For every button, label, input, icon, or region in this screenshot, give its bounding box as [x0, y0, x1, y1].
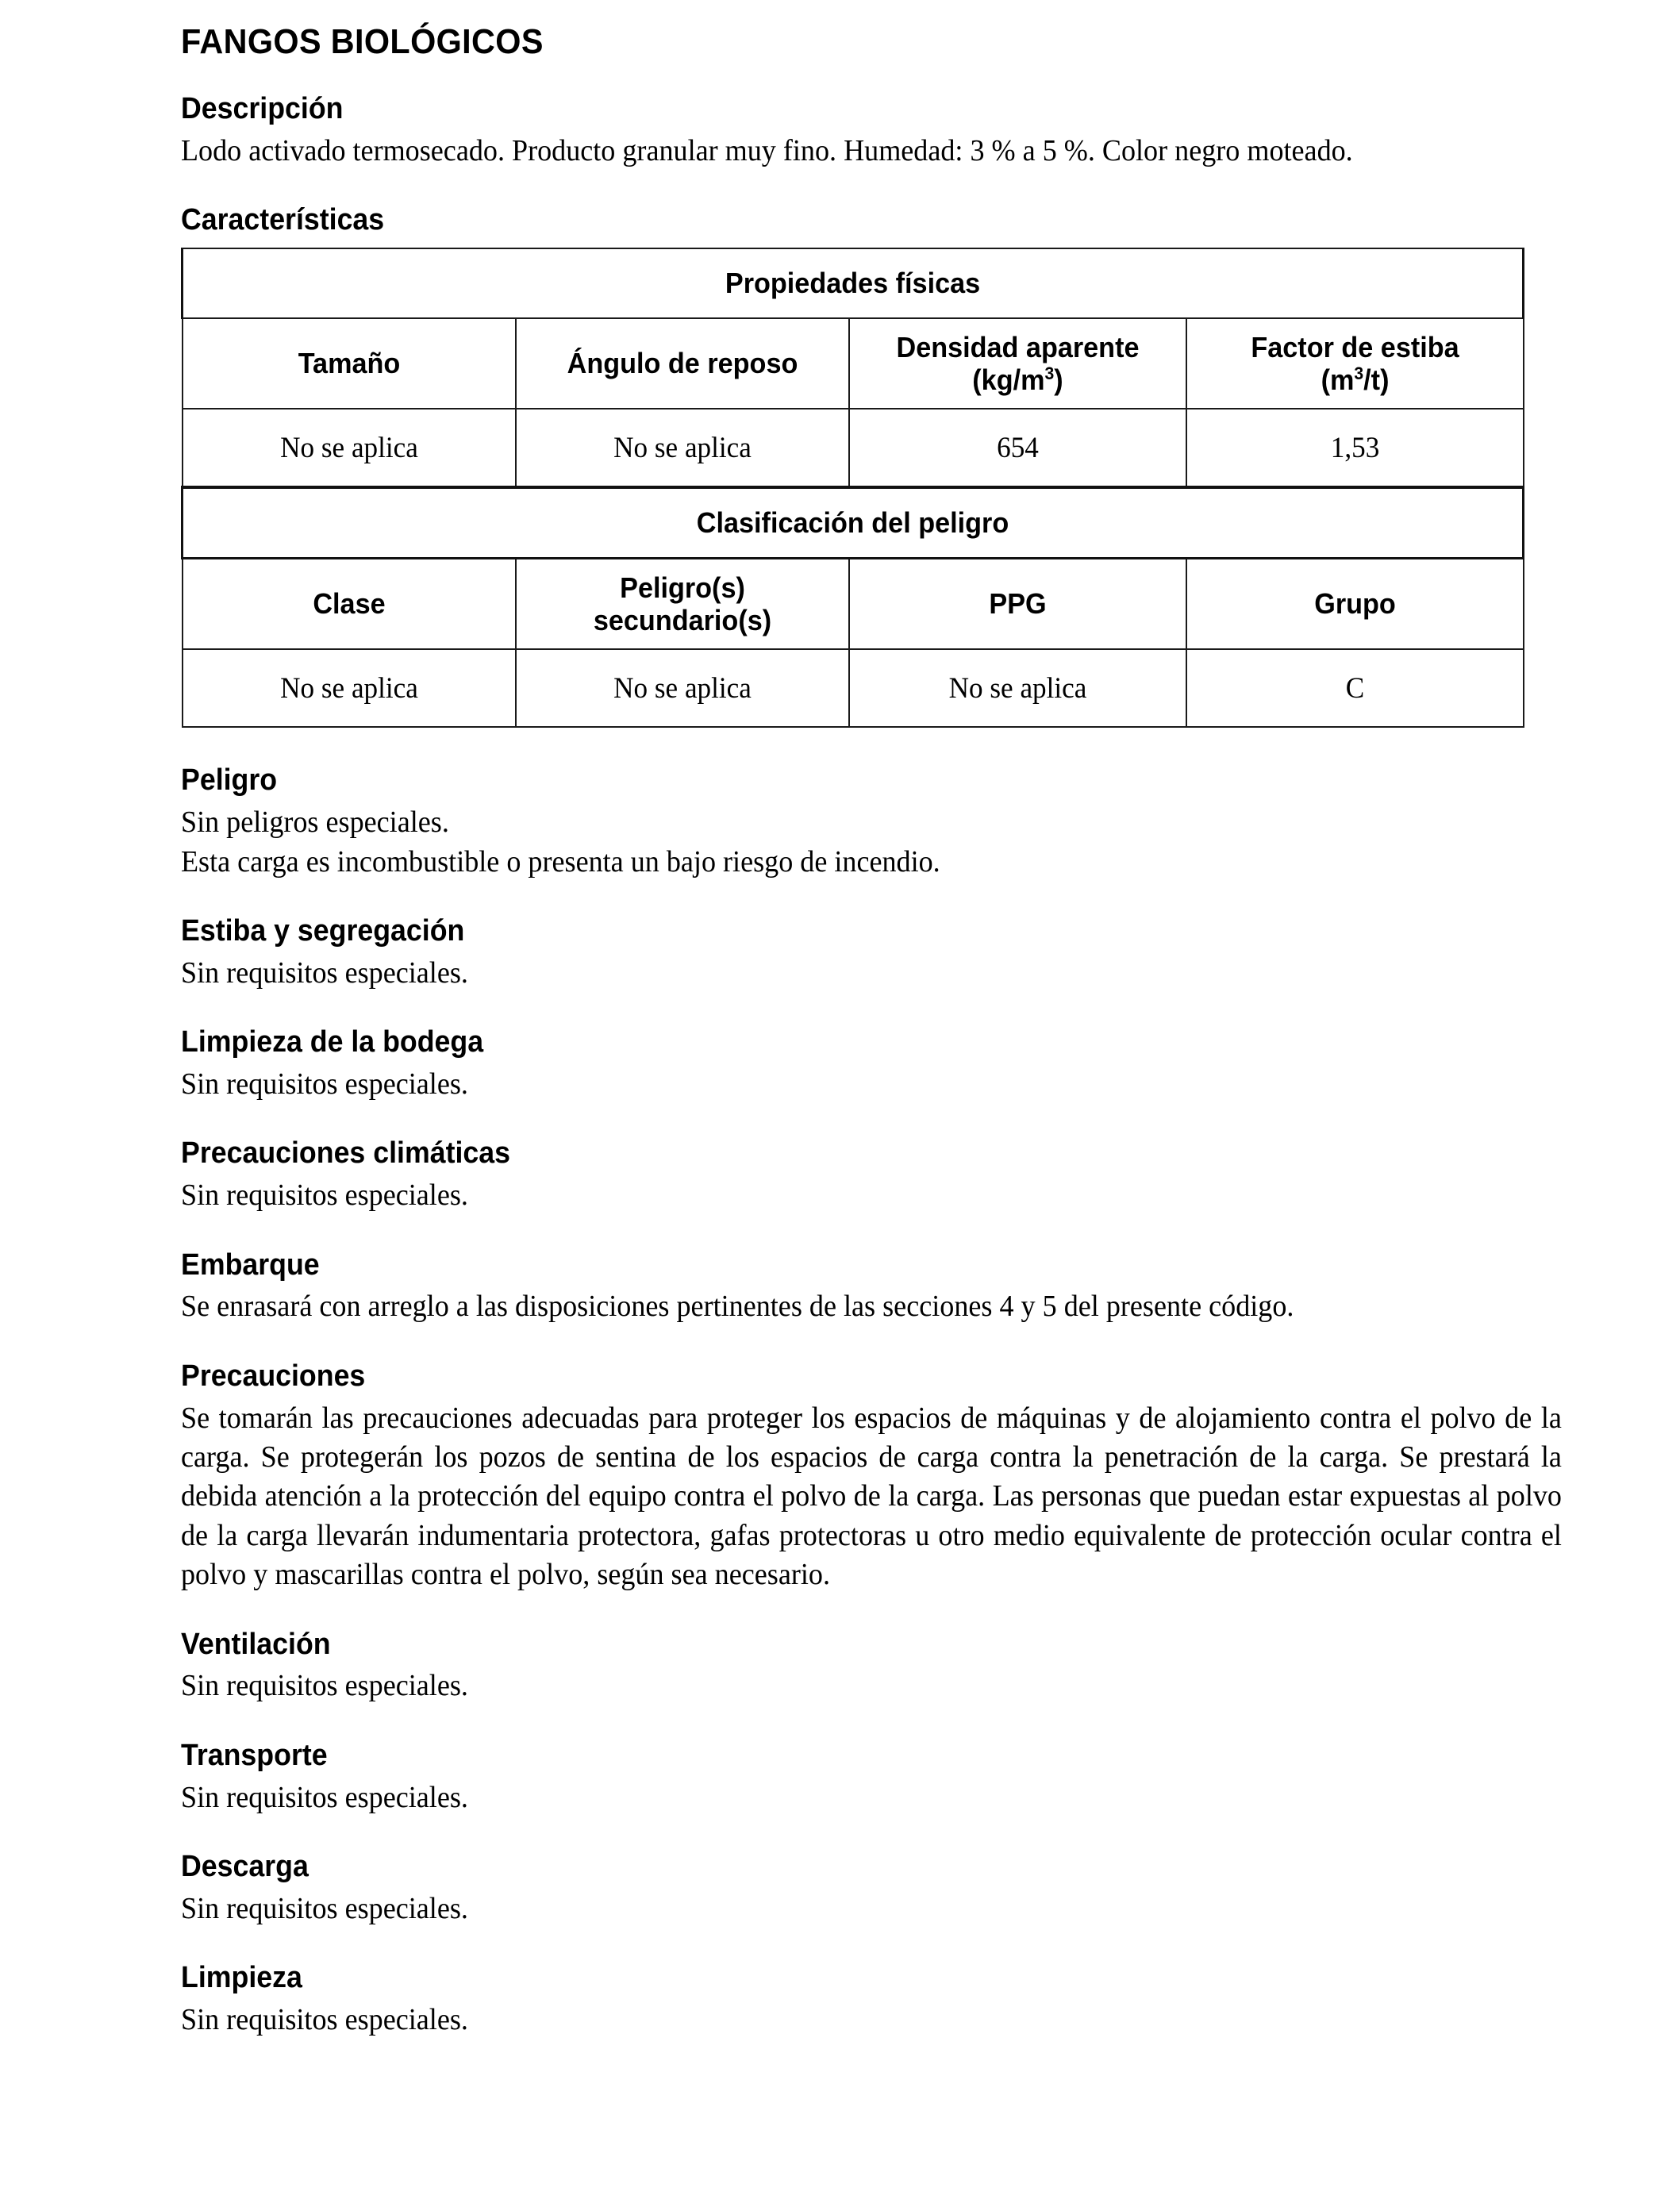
section-body-transporte: Sin requisitos especiales. [181, 1780, 468, 1814]
header-angulo-reposo: Ángulo de reposo [516, 318, 849, 409]
section-heading-ventilacion: Ventilación [181, 1627, 331, 1661]
value-factor-estiba: 1,53 [1186, 409, 1524, 487]
section-peligro [181, 763, 1563, 882]
value-peligros-secundarios: No se aplica [516, 649, 849, 727]
section-body-peligro-line2: Esta carga es incombustible o presenta un bajo riesgo de incendio. [181, 844, 940, 879]
section-body-embarque: Se enrasará con arreglo a las disposiciones pertinentes de las secciones 4 y 5 del presente código. [181, 1290, 1294, 1324]
header-densidad-label: Densidad aparente [895, 330, 1139, 363]
section-heading-caracteristicas: Características [181, 203, 385, 237]
header-ppg: PPG [849, 559, 1186, 650]
section-body-limpieza: Sin requisitos especiales. [181, 2003, 468, 2037]
value-grupo: C [1186, 649, 1524, 727]
section-transporte [181, 1738, 1563, 1817]
section-limpieza [181, 1960, 1563, 2040]
section-descripcion [181, 91, 1563, 171]
table-caption-physical: Propiedades físicas [183, 248, 1524, 318]
table-caption-hazard: Clasificación del peligro [183, 487, 1524, 559]
section-heading-limpieza: Limpieza [181, 1961, 302, 1995]
section-heading-transporte: Transporte [181, 1738, 328, 1772]
section-body-limpieza-bodega: Sin requisitos especiales. [181, 1067, 468, 1101]
header-clase: Clase [183, 559, 516, 650]
table-row [183, 409, 1524, 487]
section-caracteristicas [181, 202, 1563, 728]
value-angulo-reposo: No se aplica [516, 409, 849, 487]
header-densidad-aparente [849, 318, 1186, 409]
section-precauciones [181, 1359, 1563, 1595]
table-caption-row-hazard [183, 487, 1524, 559]
section-body-precauciones-climaticas: Sin requisitos especiales. [181, 1178, 468, 1213]
section-embarque [181, 1248, 1563, 1327]
value-densidad-aparente: 654 [849, 409, 1186, 487]
section-limpieza-bodega [181, 1025, 1563, 1104]
section-heading-descripcion: Descripción [181, 92, 344, 126]
table-caption-row-physical [183, 248, 1524, 318]
header-tamano: Tamaño [183, 318, 516, 409]
section-body-ventilacion: Sin requisitos especiales. [181, 1669, 468, 1703]
table-row [183, 649, 1524, 727]
section-heading-precauciones-climaticas: Precauciones climáticas [181, 1136, 510, 1171]
header-estiba-unit: $(m^3/t)$ [1321, 363, 1389, 397]
header-densidad-unit: $(kg/m^3)$ [971, 363, 1063, 397]
section-body-descarga: Sin requisitos especiales. [181, 1891, 468, 1925]
header-factor-estiba [1186, 318, 1524, 409]
section-ventilacion [181, 1627, 1563, 1706]
value-clase: No se aplica [183, 649, 516, 727]
characteristics-table [181, 248, 1524, 728]
table-header-row-hazard [183, 559, 1524, 650]
header-peligros-secundarios: Peligro(s) secundario(s) [516, 559, 849, 650]
page-title: FANGOS BIOLÓGICOS [181, 22, 544, 61]
section-precauciones-climaticas [181, 1136, 1563, 1215]
section-body-peligro-line1: Sin peligros especiales. [181, 805, 449, 840]
section-body-descripcion: Lodo activado termosecado. Producto granular muy fino. Humedad: 3 % a 5 %. Color negro moteado. [181, 134, 1353, 168]
section-heading-precauciones: Precauciones [181, 1359, 366, 1393]
section-heading-embarque: Embarque [181, 1248, 320, 1282]
value-tamano: No se aplica [183, 409, 516, 487]
header-estiba-label: Factor de estiba [1250, 330, 1459, 363]
section-descarga [181, 1849, 1563, 1928]
section-heading-estiba: Estiba y segregación [181, 913, 465, 948]
section-heading-limpieza-bodega: Limpieza de la bodega [181, 1025, 484, 1059]
header-grupo: Grupo [1186, 559, 1524, 650]
value-ppg: No se aplica [849, 649, 1186, 727]
section-body-estiba: Sin requisitos especiales. [181, 955, 468, 990]
table-header-row-physical [183, 318, 1524, 409]
section-body-precauciones: Se tomarán las precauciones adecuadas para proteger los espacios de máquinas y de alojamiento contra el polvo de la carga. Se protegerán los pozos de sentina de los espacios de carga contra la penetración de la carga. Se prestará la debida atención a la protección del equipo contra el polvo de la carga. Las personas que puedan estar expuestas al polvo de la carga llevarán indumentaria protectora, gafas protectoras u otro medio equivalente de protección ocular contra el polvo y mascarillas contra el polvo, según sea necesario. [181, 1401, 1562, 1592]
section-heading-descarga: Descarga [181, 1850, 309, 1884]
section-heading-peligro: Peligro [181, 763, 278, 798]
section-estiba-segregacion [181, 913, 1563, 993]
